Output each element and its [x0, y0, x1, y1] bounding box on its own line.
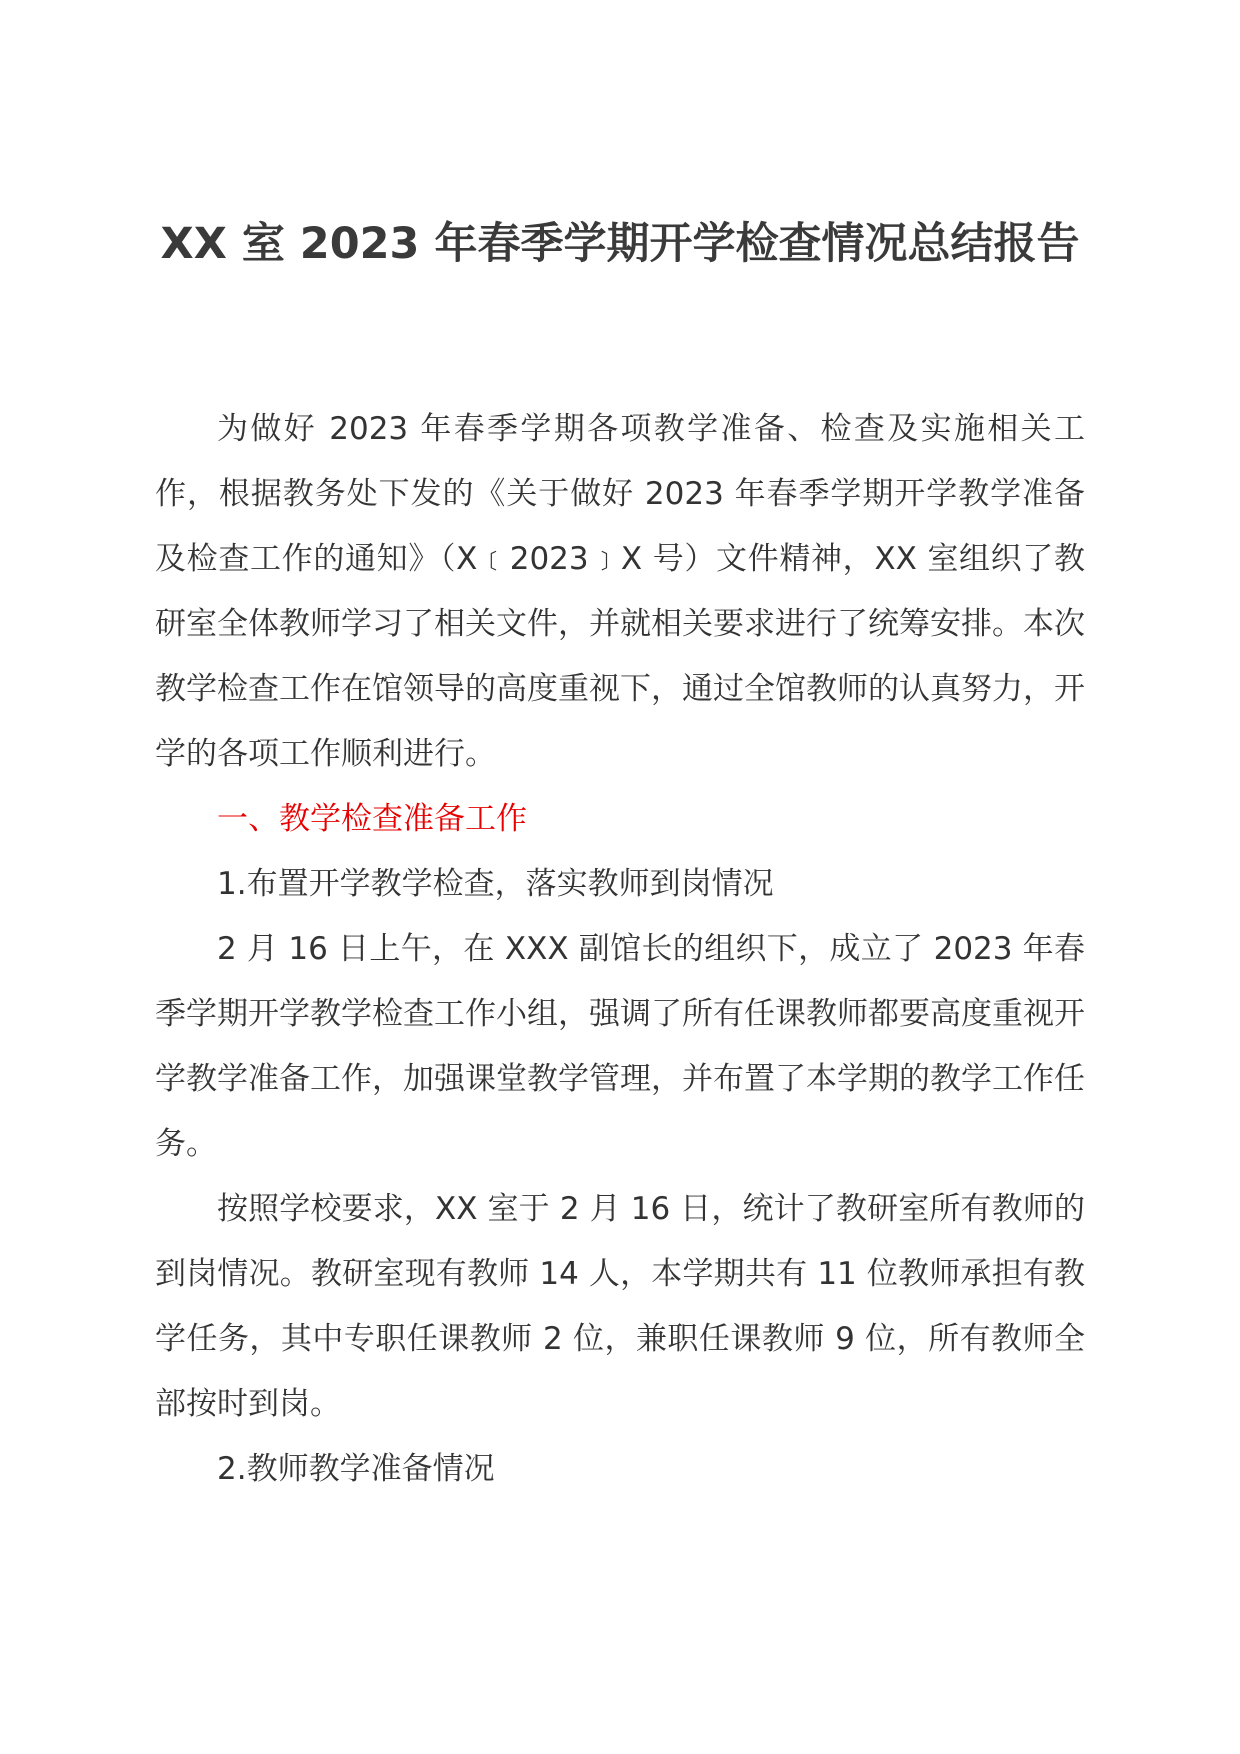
- body-paragraph-2: 按照学校要求，XX 室于 2 月 16 日，统计了教研室所有教师的到岗情况。教研室现有教师 14 人，本学期共有 11 位教师承担有教学任务，其中专职任课教师 2 位，兼职任课教师 9 位，所有教师全部按时到岗。: [155, 1191, 1085, 1422]
- body-paragraph-1: 2 月 16 日上午，在 XXX 副馆长的组织下，成立了 2023 年春季学期开学教学检查工作小组，强调了所有任课教师都要高度重视开学教学准备工作，加强课堂教学管理，并布置了本学期的教学工作任务。: [155, 931, 1085, 1162]
- subheading-2: 2.教师教学准备情况: [217, 1451, 495, 1487]
- section-heading: 一、教学检查准备工作: [217, 801, 527, 837]
- page-title: XX 室 2023 年春季学期开学检查情况总结报告: [160, 219, 1080, 269]
- document-body: [155, 397, 1085, 1502]
- subheading-1: 1.布置开学教学检查，落实教师到岗情况: [217, 866, 774, 902]
- intro-paragraph: 为做好 2023 年春季学期各项教学准备、检查及实施相关工作，根据教务处下发的《关于做好 2023 年春季学期开学教学准备及检查工作的通知》（X﹝2023﹞X 号）文件精神，XX 室组织了教研室全体教师学习了相关文件，并就相关要求进行了统筹安排。本次教学检查工作在馆领导的高度重视下，通过全馆教师的认真努力，开学的各项工作顺利进行。: [155, 411, 1085, 772]
